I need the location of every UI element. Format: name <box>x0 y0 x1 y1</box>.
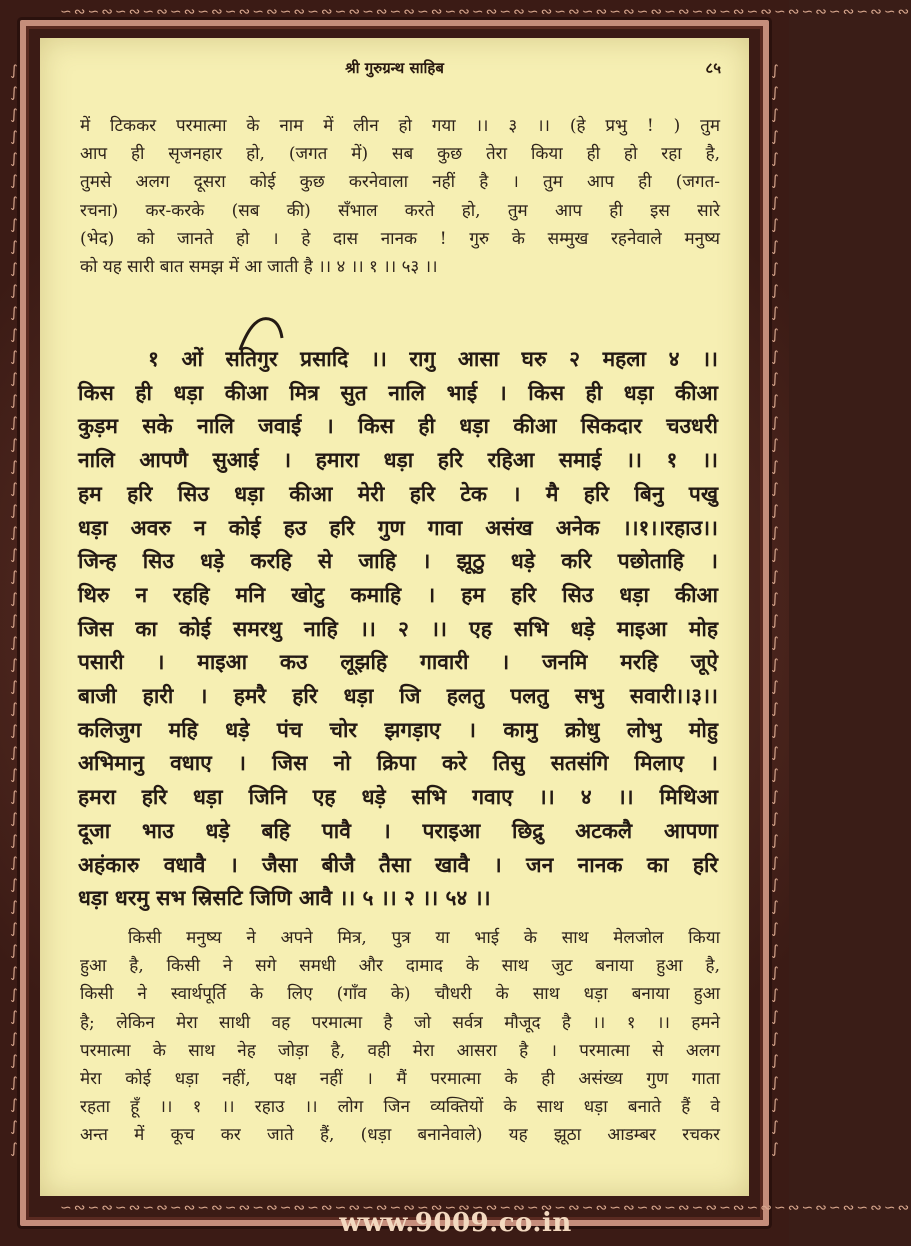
verse-line: कलिजुग महि धड़े पंच चोर झगड़ाए । कामु क्रोधु लोभु मोहु <box>78 716 718 742</box>
text-line: किसी मनुष्य ने अपने मित्र, पुत्र या भाई के साथ मेलजोल किया <box>128 928 720 948</box>
verse-line: बाजी हारी । हमरै हरि धड़ा जि हलतु पलतु सभु सवारी।।३।। <box>78 683 718 709</box>
verse-line: कुड़म सके नालि जवाई । किस ही धड़ा कीआ सिकदार चउधरी <box>78 413 718 439</box>
gurbani-verses <box>78 342 718 915</box>
right-ornament-icon: ∫ ∫ ∫ ∫ ∫ ∫ ∫ ∫ ∫ ∫ ∫ ∫ ∫ ∫ ∫ ∫ ∫ ∫ ∫ ∫ ∫ ∫ ∫ ∫ ∫ ∫ ∫ ∫ ∫ ∫ ∫ ∫ ∫ ∫ ∫ ∫ ∫ ∫ ∫ ∫ ∫ ∫ ∫ ∫ ∫ ∫ ∫ ∫ ∫ ∫ <box>771 63 779 1157</box>
text-line: परमात्मा के साथ नेह जोड़ा है, वही मेरा आसरा है । परमात्मा से अलग <box>80 1040 720 1061</box>
scripture-page <box>40 38 749 1196</box>
verse-line: धड़ा धरमु सभ स्रिसटि जिणि आवै ।। ५ ।। २ ।। ५४ ।। <box>78 885 491 911</box>
verse-line: हम हरि सिउ धड़ा कीआ मेरी हरि टेक । मै हरि बिनु पखु <box>78 480 718 506</box>
text-line: अन्त में कूच कर जाते हैं, (धड़ा बनानेवाले) यह झूठा आडम्बर रचकर <box>80 1125 720 1146</box>
book-title: श्री गुरुग्रन्थ साहिब <box>345 59 444 77</box>
verse-line: धड़ा अवरु न कोई हउ हरि गुण गावा असंख अनेक ।।१।।रहाउ।। <box>78 514 718 540</box>
verse-line: १ ओं सतिगुर प्रसादि ।। रागु आसा घरु २ महला ४ ।। <box>148 346 718 371</box>
website-url[interactable]: www.9009.co.in <box>339 1208 572 1238</box>
text-line: रहता हूँ ।। १ ।। रहाउ ।। लोग जिन व्यक्तियों के साथ धड़ा बनाते हैं वे <box>80 1097 720 1118</box>
text-line: में टिककर परमात्मा के नाम में लीन हो गया ।। ३ ।। (हे प्रभु ! ) तुम <box>80 116 720 136</box>
text-line: (भेद) को जानते हो । हे दास नानक ! गुरु के सम्मुख रहनेवाले मनुष्य <box>80 228 720 249</box>
verse-line: अहंकारु वधावै । जैसा बीजै तैसा खावै । जन नानक का हरि <box>78 851 718 877</box>
text-line: तुमसे अलग दूसरा कोई कुछ करनेवाला नहीं है । तुम आप ही (जगत- <box>80 172 720 193</box>
verse-line: किस ही धड़ा कीआ मित्र सुत नालि भाई । किस ही धड़ा कीआ <box>78 379 718 405</box>
hindi-commentary-bottom <box>80 924 720 1150</box>
verse-line: पसारी । माइआ कउ लूझहि गावारी । जनमि मरहि जूऐ <box>78 649 718 675</box>
text-line: रचना) कर-करके (सब की) सँभाल करते हो, तुम आप ही इस सारे <box>80 200 720 221</box>
verse-line: नालि आपणै सुआई । हमारा धड़ा हरि रहिआ समाई ।। १ ।। <box>78 447 718 473</box>
left-ornament-icon: ∫ ∫ ∫ ∫ ∫ ∫ ∫ ∫ ∫ ∫ ∫ ∫ ∫ ∫ ∫ ∫ ∫ ∫ ∫ ∫ ∫ ∫ ∫ ∫ ∫ ∫ ∫ ∫ ∫ ∫ ∫ ∫ ∫ ∫ ∫ ∫ ∫ ∫ ∫ ∫ ∫ ∫ ∫ ∫ ∫ ∫ ∫ ∫ ∫ ∫ <box>10 63 18 1157</box>
text-line: है; लेकिन मेरा साथी वह परमात्मा है जो सर्वत्र मौजूद है ।। १ ।। हमने <box>80 1012 720 1033</box>
verse-line: जिन्ह सिउ धड़े करहि से जाहि । झूठु धड़े करि पछोताहि । <box>78 548 718 574</box>
verse-line: थिरु न रहहि मनि खोटु कमाहि । हम हरि सिउ धड़ा कीआ <box>78 581 718 607</box>
text-line: हुआ है, किसी ने सगे समधी और दामाद के साथ जुट बनाया हुआ है, <box>80 956 720 977</box>
verse-line: हमरा हरि धड़ा जिनि एह धड़े सभि गवाए ।। ४ ।। मिथिआ <box>78 784 718 810</box>
verse-line: दूजा भाउ धड़े बहि पावै । पराइआ छिद्रु अटकलै आपणा <box>78 817 718 843</box>
verse-line: जिस का कोई समरथु नाहि ।। २ ।। एह सभि धड़े माइआ मोह <box>78 615 718 641</box>
top-ornament-icon: ∽∾∽∾∽∾∽∾∽∾∽∾∽∾∽∾∽∾∽∾∽∾∽∾∽∾∽∾∽∾∽∾∽∾∽∾∽∾∽∾∽∾∽∾∽∾∽∾∽∾∽∾∽∾∽∾∽∾∽∾∽∾ <box>60 4 911 20</box>
verse-line: अभिमानु वधाए । जिस नो क्रिपा करे तिसु सतसंगि मिलाए । <box>78 750 718 776</box>
text-line: मेरा कोई धड़ा नहीं, पक्ष नहीं । मैं परमात्मा के ही असंख्य गुण गाता <box>80 1069 720 1090</box>
text-line: किसी ने स्वार्थपूर्ति के लिए (गाँव के) चौधरी के साथ धड़ा बनाया हुआ <box>80 984 720 1005</box>
text-line: आप ही सृजनहार हो, (जगत में) सब कुछ तेरा किया ही हो रहा है, <box>80 144 720 165</box>
page-number: ८५ <box>705 59 721 77</box>
hindi-commentary-top <box>80 112 720 281</box>
text-line: को यह सारी बात समझ में आ जाती है ।। ४ ।। १ ।। ५३ ।। <box>80 257 438 278</box>
bottom-ornament-icon: ∽∾∽∾∽∾∽∾∽∾∽∾∽∾∽∾∽∾∽∾∽∾∽∾∽∾∽∾∽∾∽∾∽∾∽∾∽∾∽∾∽∾∽∾∽∾∽∾∽∾∽∾∽∾∽∾∽∾∽∾∽∾ <box>60 1200 911 1216</box>
page-header <box>40 58 749 82</box>
